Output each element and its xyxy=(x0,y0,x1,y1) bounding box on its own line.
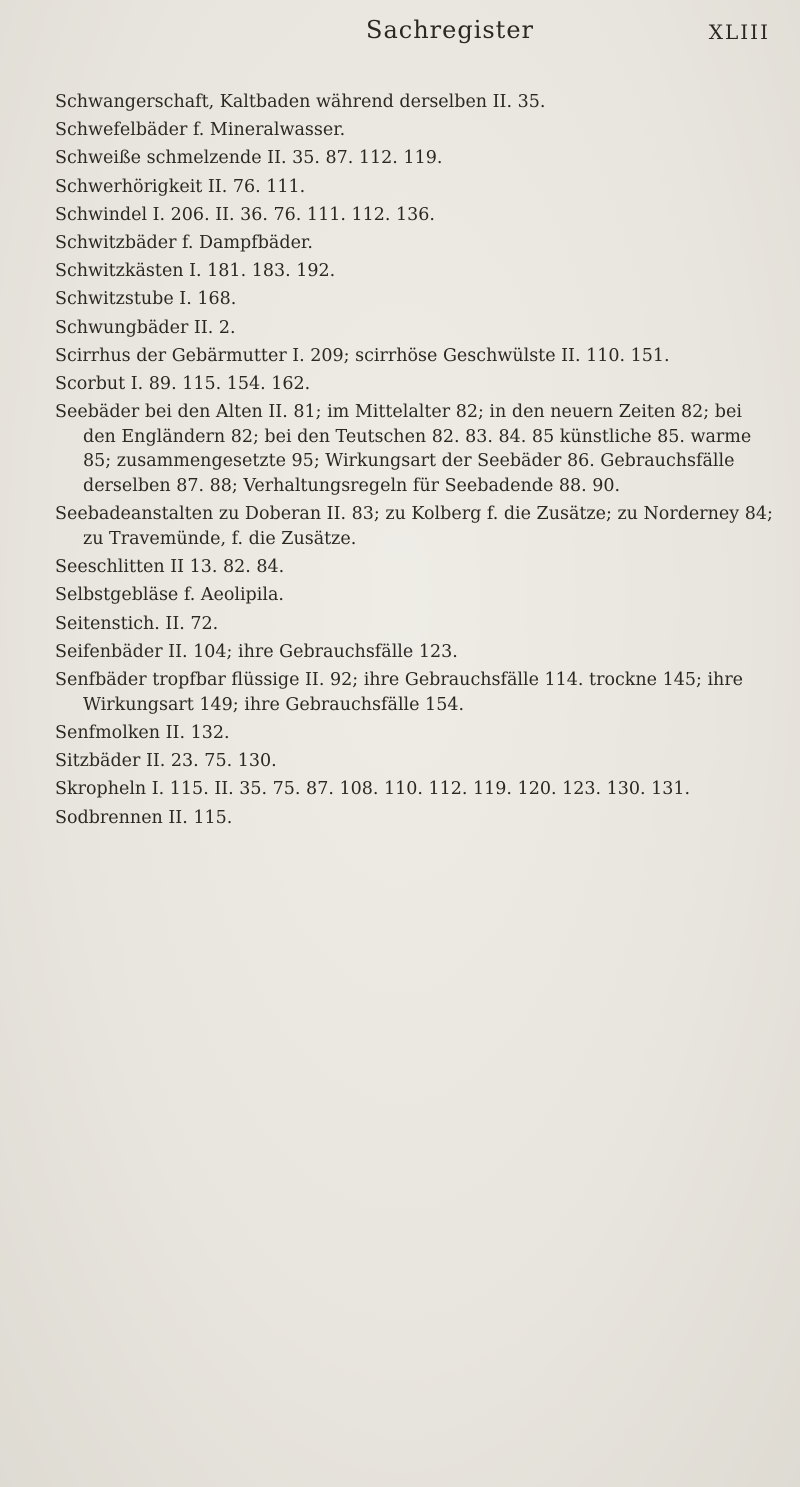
running-title: Sachregister xyxy=(366,16,534,44)
index-entry: Scorbut I. 89. 115. 154. 162. xyxy=(55,374,311,395)
page-number: XLIII xyxy=(708,20,770,44)
index-entry: Seitenstich. II. 72. xyxy=(55,613,219,634)
page-header xyxy=(0,14,800,54)
index-entry: Seifenbäder II. 104; ihre Gebrauchsfälle 123. xyxy=(55,641,458,662)
index-entry: Schwitzstube I. 168. xyxy=(55,289,237,310)
index-entry: Schwangerschaft, Kaltbaden während derselben II. 35. xyxy=(55,92,546,112)
index-entry: Senfbäder tropfbar flüssige II. 92; ihre Gebrauchsfälle 114. trockne 145; ihre Wirkungsart 149; ihre Gebrauchsfälle 154. xyxy=(55,670,744,715)
index-entry: Schwitzkästen I. 181. 183. 192. xyxy=(55,261,336,282)
index-entry: Schwerhörigkeit II. 76. 111. xyxy=(55,176,306,197)
index-entry: Selbstgebläse f. Aeolipila. xyxy=(55,585,284,606)
index-entry: Schweiße schmelzende II. 35. 87. 112. 119. xyxy=(55,148,443,169)
index-entry: Seeschlitten II 13. 82. 84. xyxy=(55,557,285,578)
index-entry: Skropheln I. 115. II. 35. 75. 87. 108. 110. 112. 119. 120. 123. 130. 131. xyxy=(55,779,691,800)
index-entry: Schwindel I. 206. II. 36. 76. 111. 112. 136. xyxy=(55,204,435,225)
index-entry: Schwefelbäder f. Mineralwasser. xyxy=(55,120,346,141)
index-entry: Sodbrennen II. 115. xyxy=(55,807,233,828)
index-entry: Seebäder bei den Alten II. 81; im Mittelalter 82; in den neuern Zeiten 82; bei den Engländern 82; bei den Teutschen 82. 83. 84. 85 künstliche 85. warme 85; zusammengesetzte 95; Wirkungsart der Seebäder 86. Gebrauchsfälle derselben 87. 88; Verhaltungsregeln für Seebadende 88. 90. xyxy=(55,402,752,496)
index-entry: Scirrhus der Gebärmutter I. 209; scirrhöse Geschwülste II. 110. 151. xyxy=(55,345,670,366)
index-entry: Seebadeanstalten zu Doberan II. 83; zu Kolberg f. die Zusätze; zu Norderney 84; zu Travemünde, f. die Zusätze. xyxy=(55,504,773,549)
index-entry: Schwungbäder II. 2. xyxy=(55,317,236,338)
index-entry: Sitzbäder II. 23. 75. 130. xyxy=(55,751,277,772)
index-entry: Senfmolken II. 132. xyxy=(55,723,230,744)
index-entry: Schwitzbäder f. Dampfbäder. xyxy=(55,233,313,254)
index-entries xyxy=(55,90,780,834)
